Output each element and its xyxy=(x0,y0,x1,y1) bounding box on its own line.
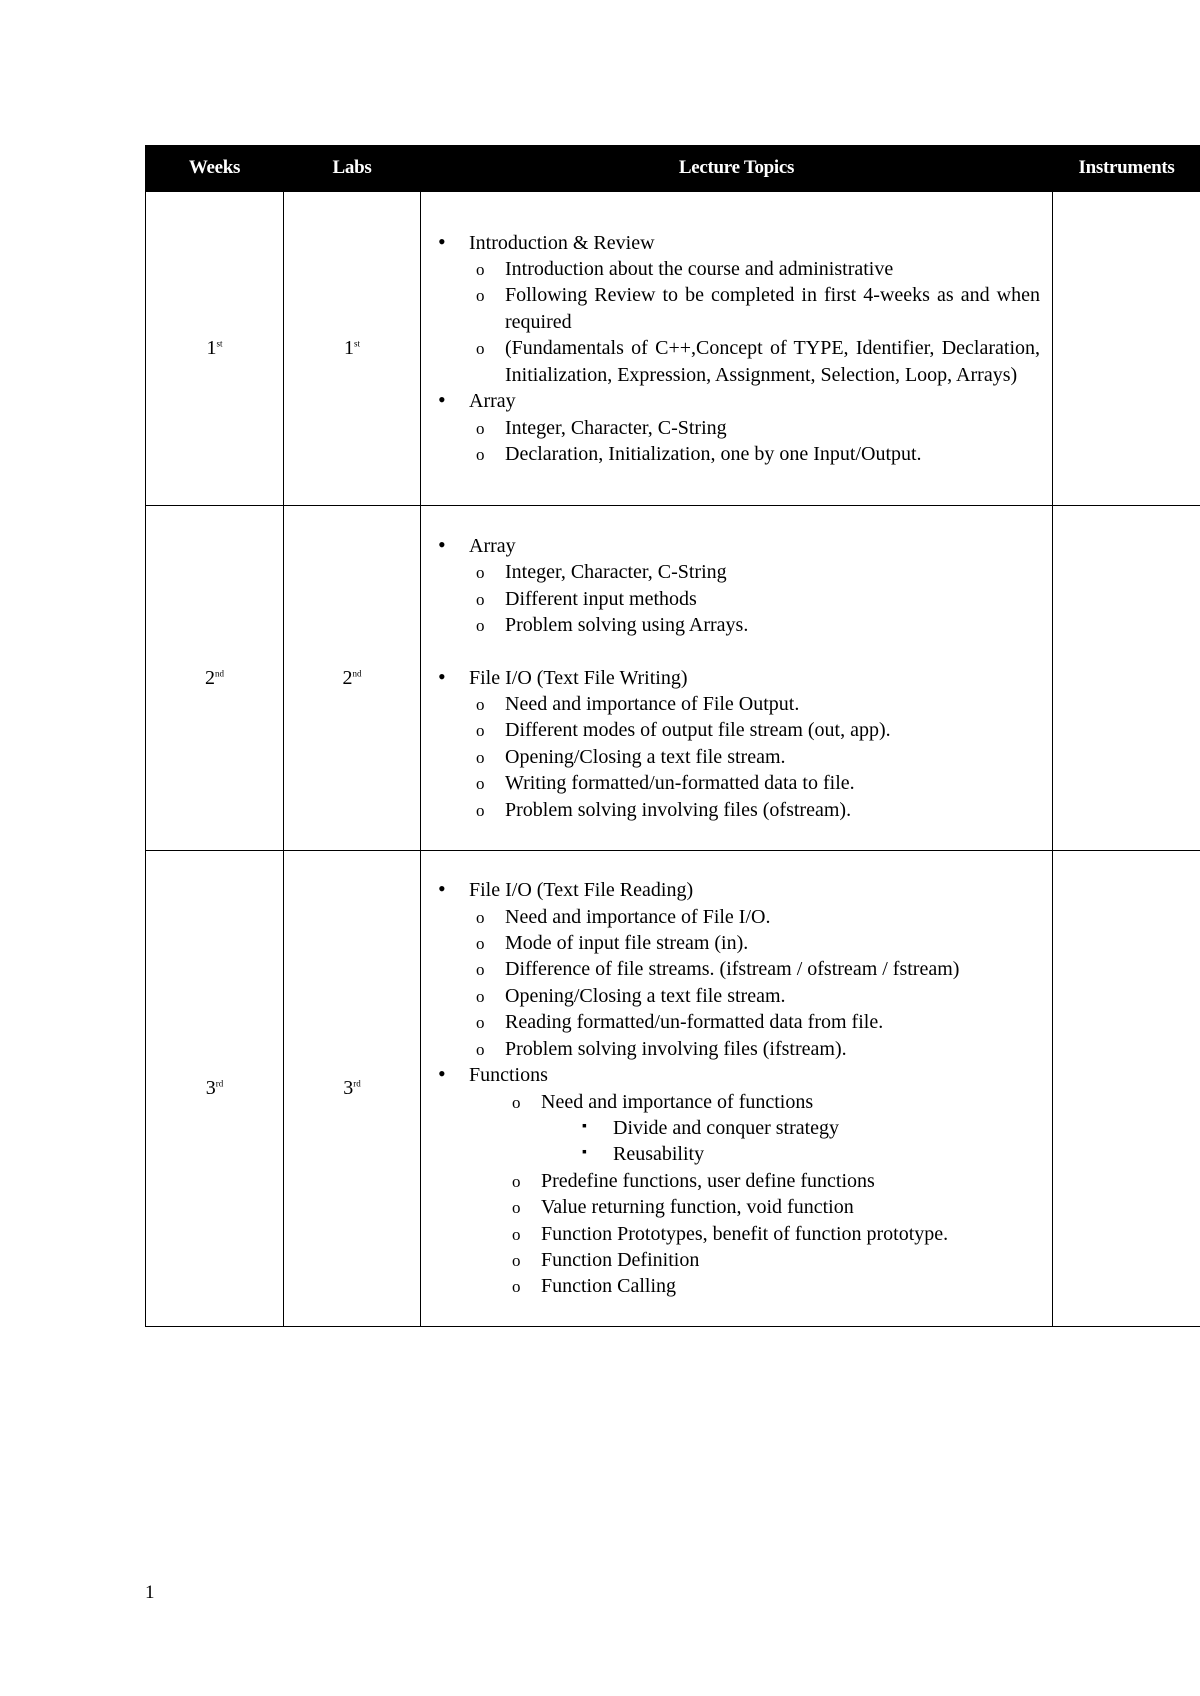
week-cell xyxy=(146,851,284,1327)
topic-subitem: o (Fundamentals of C++,Concept of TYPE, Identifier, Declaration, Initialization, Expression, Assignment, Selection, Loop, Arrays) xyxy=(429,335,1040,388)
topic-subitem: o Declaration, Initialization, one by one Input/Output. xyxy=(429,441,1040,467)
topic-list xyxy=(421,230,1052,468)
header-instruments: Instruments xyxy=(1053,145,1200,192)
week-number: 2 xyxy=(205,666,215,689)
table-row xyxy=(146,851,1200,1327)
topic-subsubitem: ▪ Divide and conquer strategy xyxy=(429,1115,1040,1141)
topic-subitem: o Value returning function, void function xyxy=(429,1194,1040,1220)
lab-ordinal-suffix: nd xyxy=(352,667,362,678)
topic-bullet: • Introduction & Review xyxy=(429,230,1040,256)
table-header-row xyxy=(146,145,1200,192)
topic-subitem: o Integer, Character, C-String xyxy=(429,415,1040,441)
topic-list xyxy=(421,877,1052,1300)
topic-subitem: o Need and importance of File Output. xyxy=(429,691,1040,717)
topic-subitem: o Opening/Closing a text file stream. xyxy=(429,983,1040,1009)
lab-cell xyxy=(284,506,421,851)
course-schedule-table xyxy=(145,145,1200,1327)
week-number: 1 xyxy=(206,337,217,359)
topic-subitem: o Integer, Character, C-String xyxy=(429,559,1040,585)
topic-bullet: • Functions xyxy=(429,1062,1040,1088)
header-weeks: Weeks xyxy=(146,145,284,192)
topic-bullet: • File I/O (Text File Writing) xyxy=(429,665,1040,691)
week-ordinal-suffix: st xyxy=(216,338,223,349)
topic-subitem: o Problem solving involving files (ifstream). xyxy=(429,1036,1040,1062)
topic-subitem: o Function Calling xyxy=(429,1273,1040,1299)
instruments-cell xyxy=(1053,192,1200,506)
topic-bullet: • Array xyxy=(429,388,1040,414)
header-lecture-topics: Lecture Topics xyxy=(421,145,1053,192)
topic-subitem: o Function Definition xyxy=(429,1247,1040,1273)
lab-ordinal-suffix: rd xyxy=(353,1078,361,1089)
topic-subitem: o Function Prototypes, benefit of function prototype. xyxy=(429,1221,1040,1247)
topic-subitem: o Need and importance of functions xyxy=(429,1089,1040,1115)
lab-number: 3 xyxy=(343,1077,354,1099)
topic-subitem: o Mode of input file stream (in). xyxy=(429,930,1040,956)
lab-cell xyxy=(284,192,421,506)
topic-subitem: o Following Review to be completed in first 4-weeks as and when required xyxy=(429,282,1040,335)
lab-number: 2 xyxy=(342,666,353,689)
week-cell xyxy=(146,192,284,506)
topic-subitem: o Predefine functions, user define functions xyxy=(429,1168,1040,1194)
table-row xyxy=(146,192,1200,506)
topic-subitem: o Need and importance of File I/O. xyxy=(429,904,1040,930)
page-number: 1 xyxy=(145,1582,155,1603)
topic-subitem: o Writing formatted/un-formatted data to file. xyxy=(429,770,1040,796)
spacer xyxy=(429,639,1040,665)
topic-subitem: o Difference of file streams. (ifstream / ofstream / fstream) xyxy=(429,956,1040,982)
week-ordinal-suffix: nd xyxy=(215,667,224,678)
lab-ordinal-suffix: st xyxy=(353,338,360,349)
table-row xyxy=(146,506,1200,851)
week-ordinal-suffix: rd xyxy=(215,1078,224,1089)
header-labs: Labs xyxy=(284,145,421,192)
lab-number: 1 xyxy=(343,337,354,359)
topic-subitem: o Reading formatted/un-formatted data from file. xyxy=(429,1009,1040,1035)
topic-subitem: o Opening/Closing a text file stream. xyxy=(429,744,1040,770)
instruments-cell xyxy=(1053,506,1200,851)
topic-subitem: o Problem solving involving files (ofstream). xyxy=(429,797,1040,823)
topic-subitem: o Different input methods xyxy=(429,586,1040,612)
topic-subitem: o Introduction about the course and administrative xyxy=(429,256,1040,282)
topic-bullet: • Array xyxy=(429,533,1040,559)
topic-list xyxy=(421,533,1052,823)
lab-cell xyxy=(284,851,421,1327)
topic-subsubitem: ▪ Reusability xyxy=(429,1141,1040,1167)
topics-cell xyxy=(421,192,1053,506)
topics-cell xyxy=(421,851,1053,1327)
topic-subitem: o Different modes of output file stream (out, app). xyxy=(429,717,1040,743)
week-cell xyxy=(146,506,284,851)
topics-cell xyxy=(421,506,1053,851)
topic-bullet: • File I/O (Text File Reading) xyxy=(429,877,1040,903)
topic-subitem: o Problem solving using Arrays. xyxy=(429,612,1040,638)
week-number: 3 xyxy=(205,1077,216,1099)
instruments-cell xyxy=(1053,851,1200,1327)
